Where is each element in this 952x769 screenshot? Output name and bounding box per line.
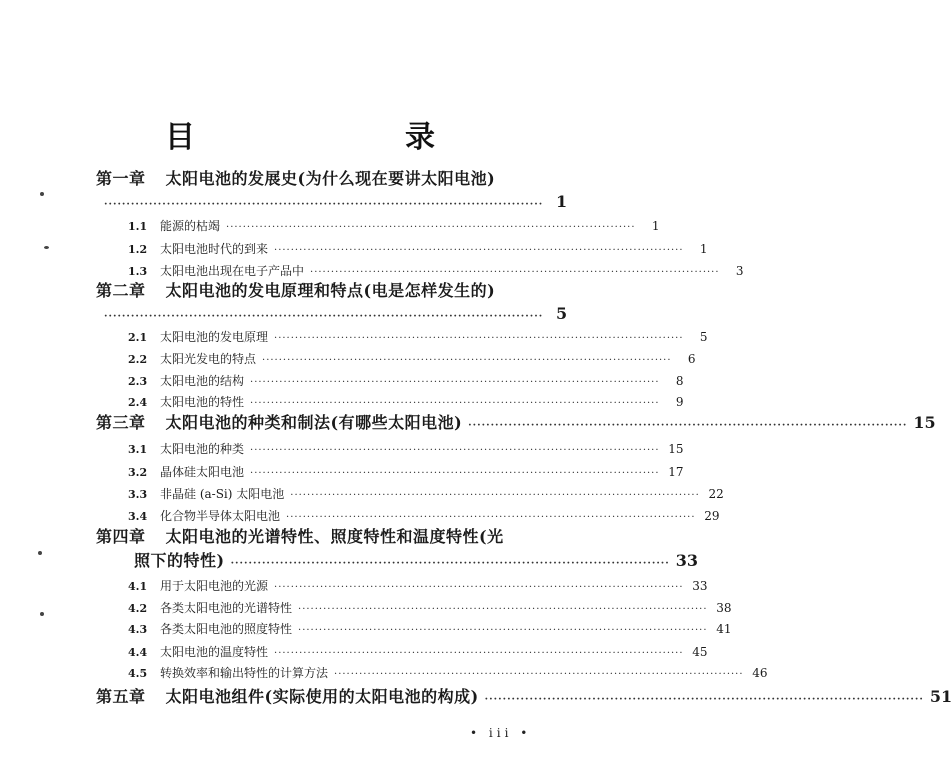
section-number: 4.1 [128,580,148,593]
section-number: 2.1 [128,331,148,344]
section-number: 3.3 [128,488,148,501]
dot-leader: ·································································································· [484,694,924,705]
section-number: 2.4 [128,396,148,409]
chapter-number: 第四章 [96,527,146,546]
page-number: 1 [651,219,660,233]
section-3-4 [128,507,720,524]
section-number: 4.3 [128,623,148,636]
section-title: 太阳电池的温度特性 [160,645,269,659]
section-title: 太阳电池的发电原理 [160,330,269,344]
section-1-1 [128,217,660,234]
chapter-4-heading [96,524,540,547]
chapter-5 [96,684,952,707]
page-number: 33 [675,551,699,570]
section-number: 1.1 [128,220,148,233]
section-3-1 [128,440,684,457]
section-4-4 [128,643,708,660]
dot-leader: ·································································································· [274,648,684,659]
page-number: 8 [675,374,684,388]
section-title: 太阳电池出现在电子产品中 [160,264,305,278]
page-number: 5 [699,330,708,344]
dot-leader: ·································································································· [274,582,684,593]
scan-speck [38,551,42,555]
section-4-3 [128,620,732,637]
dot-leader: ·································································································· [274,245,684,256]
dot-leader: ·································································································· [274,333,684,344]
page-number: 17 [668,465,684,479]
chapter-number: 第五章 [96,687,146,706]
page-number: 46 [752,666,768,680]
section-number: 3.4 [128,510,148,523]
dot-leader: ·································································································· [250,377,660,388]
dot-leader: ·································································································· [226,222,636,233]
section-number: 4.2 [128,602,148,615]
page-number: 1 [699,242,708,256]
section-title: 各类太阳电池的光谱特性 [160,601,293,615]
page-footer-number: • iii • [470,726,532,740]
chapter-title: 太阳电池的光谱特性、照度特性和温度特性(光 [165,527,504,546]
page-number: 15 [668,442,684,456]
page-number: 33 [692,579,708,593]
section-title: 晶体硅太阳电池 [160,465,245,479]
page-number: 45 [692,645,708,659]
chapter-number: 第二章 [96,281,146,300]
chapter-3 [96,410,936,433]
chapter-number: 第一章 [96,169,146,188]
section-2-4 [128,393,684,410]
section-title: 太阳电池的种类 [160,442,245,456]
section-number: 4.4 [128,646,148,659]
section-title: 能源的枯竭 [160,219,221,233]
dot-leader: ·································································································· [250,468,660,479]
section-title: 太阳电池时代的到来 [160,242,269,256]
section-number: 2.3 [128,375,148,388]
dot-leader: ·································································································· [262,355,672,366]
dot-leader: ·································································································· [334,669,744,680]
dot-leader: ·································································································· [286,512,696,523]
section-number: 4.5 [128,667,148,680]
chapter-title: 太阳电池的发展史(为什么现在要讲太阳电池) [165,169,496,188]
section-3-2 [128,463,684,480]
chapter-number: 第三章 [96,413,146,432]
section-2-2 [128,350,696,367]
section-number: 3.2 [128,466,148,479]
scan-speck [40,612,44,616]
scan-speck [40,192,44,196]
section-title: 太阳电池的特性 [160,395,245,409]
dot-leader: ·································································································· [250,398,660,409]
section-number: 1.3 [128,265,148,278]
section-title: 转换效率和输出特性的计算方法 [160,666,329,680]
page-number: 5 [556,304,568,323]
page-number: 3 [735,264,744,278]
dot-leader: ·································································································· [104,199,544,210]
dot-leader: ·································································································· [250,445,660,456]
page-number: 22 [708,487,724,501]
section-number: 1.2 [128,243,148,256]
chapter-1-page-row [96,192,568,211]
section-2-1 [128,328,708,345]
chapter-title: 太阳电池组件(实际使用的太阳电池的构成) [165,687,479,706]
section-4-1 [128,577,708,594]
section-4-2 [128,599,732,616]
page-number: 6 [687,352,696,366]
chapter-title: 太阳电池的发电原理和特点(电是怎样发生的) [165,281,496,300]
chapter-1-heading [96,166,540,189]
chapter-2-page-row [96,304,568,323]
chapter-4-page-row [134,548,699,571]
section-title: 太阳电池的结构 [160,374,245,388]
page-number: 1 [556,192,568,211]
page-number: 41 [716,622,732,636]
section-2-3 [128,372,684,389]
dot-leader: ·································································································· [468,420,908,431]
scan-speck [44,246,49,249]
chapter-title: 太阳电池的种类和制法(有哪些太阳电池) [165,413,463,432]
dot-leader: ·································································································· [310,267,720,278]
dot-leader: ·································································································· [298,604,708,615]
section-4-5 [128,664,768,681]
section-title: 各类太阳电池的照度特性 [160,622,293,636]
section-number: 2.2 [128,353,148,366]
chapter-title-continued: 照下的特性) [134,551,225,570]
section-1-3 [128,262,744,279]
section-title: 化合物半导体太阳电池 [160,509,281,523]
dot-leader: ·································································································· [290,490,700,501]
section-3-3 [128,485,724,502]
section-number: 3.1 [128,443,148,456]
dot-leader: ·································································································· [230,558,670,569]
section-title: 非晶硅 (a-Si) 太阳电池 [160,487,285,501]
page-number: 29 [704,509,720,523]
page-number: 9 [675,395,684,409]
section-title: 用于太阳电池的光源 [160,579,269,593]
page-number: 38 [716,601,732,615]
section-1-2 [128,240,708,257]
page-number: 51 [929,687,952,706]
dot-leader: ·································································································· [298,625,708,636]
page-number: 15 [913,413,936,432]
toc-title: 目 录 [165,120,485,155]
chapter-2-heading [96,278,540,301]
section-title: 太阳光发电的特点 [160,352,257,366]
dot-leader: ·································································································· [104,311,544,322]
